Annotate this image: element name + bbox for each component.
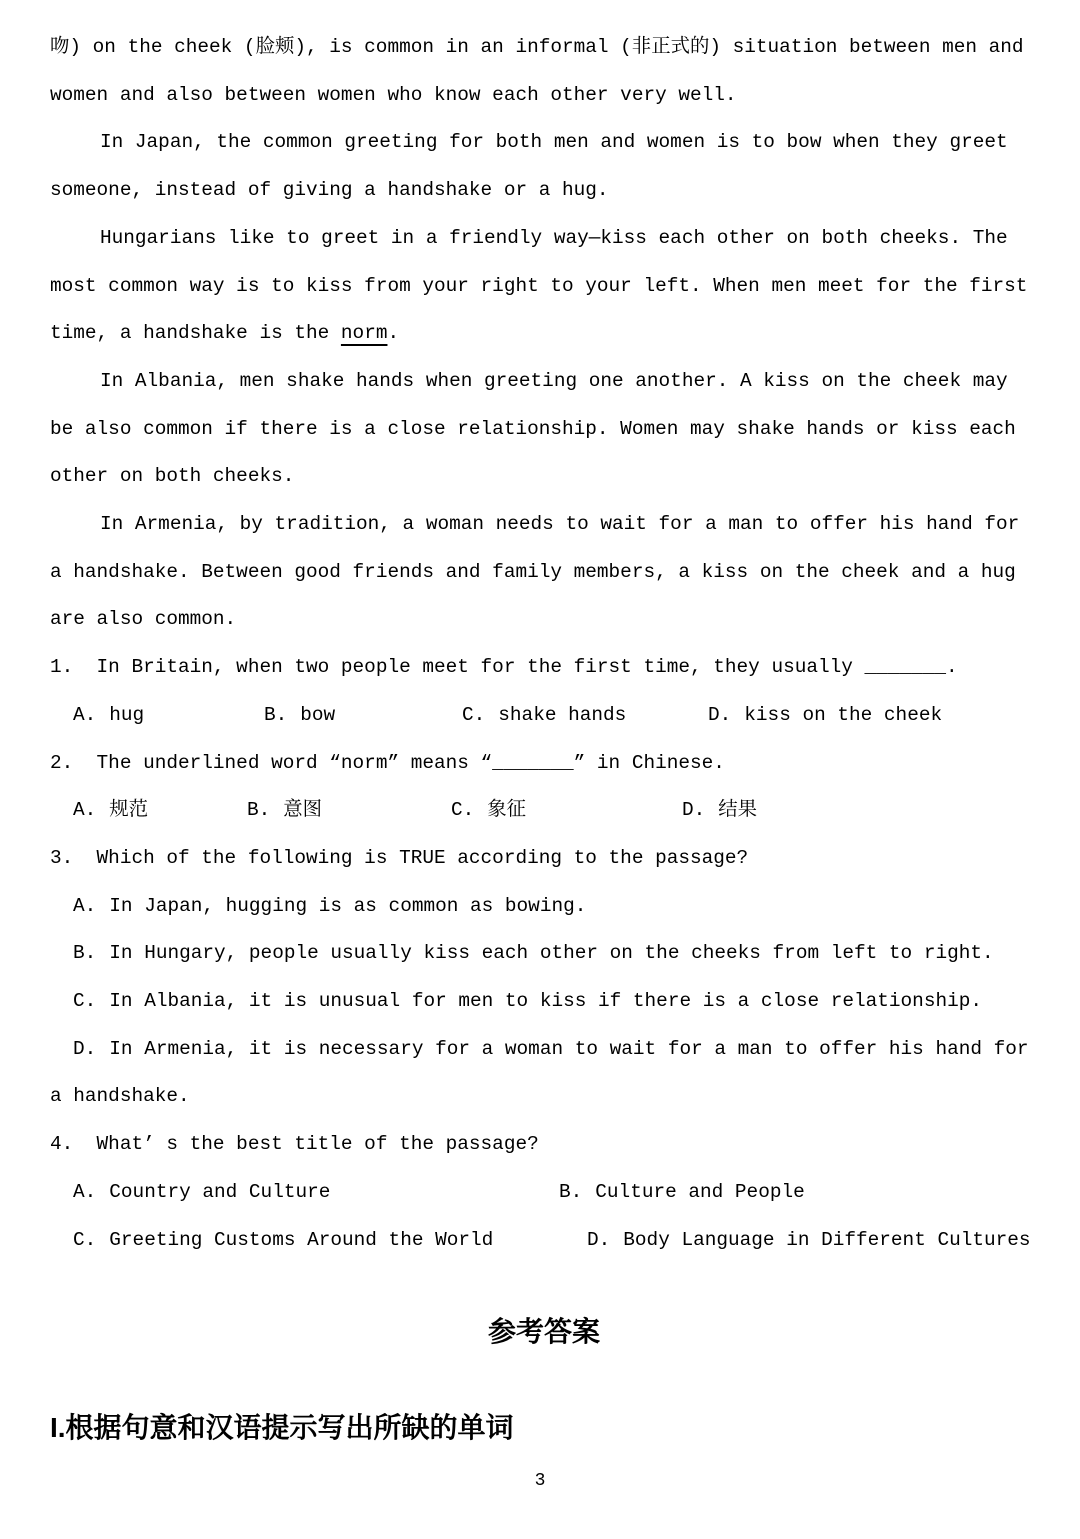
page-content xyxy=(50,24,1041,1448)
options-row xyxy=(50,787,1038,835)
answer-option xyxy=(50,1026,1041,1121)
option-text: In Hungary, people usually kiss each other on the cheeks from left to right. xyxy=(109,942,994,965)
question xyxy=(50,644,1038,739)
question xyxy=(50,740,1038,835)
passage-paragraph xyxy=(50,501,1038,644)
answer-option xyxy=(682,787,757,835)
passage-paragraph xyxy=(50,24,1038,119)
option-text: 规范 xyxy=(109,799,149,822)
option-label: A. xyxy=(73,894,97,917)
passage-paragraph xyxy=(50,215,1038,358)
option-label: D. xyxy=(708,703,732,726)
answer-section-heading: I.根据句意和汉语提示写出所缺的单词 xyxy=(50,1412,514,1444)
option-label: D. xyxy=(682,799,706,822)
option-text: In Japan, hugging is as common as bowing. xyxy=(109,894,587,917)
option-text: 象征 xyxy=(487,799,527,822)
option-text: kiss on the cheek xyxy=(744,703,943,726)
page-number: 3 xyxy=(534,1471,546,1491)
option-text: Culture and People xyxy=(595,1180,805,1203)
paragraph-text: In Armenia, by tradition, a woman needs to wait for a man to offer his hand for a handshake. Between good friends and family members, a kiss on the cheek and a hug are also common. xyxy=(50,513,1031,631)
answer-option xyxy=(264,692,462,740)
option-text: shake hands xyxy=(498,703,627,726)
answer-option xyxy=(587,1217,1031,1265)
option-label: A. xyxy=(73,703,97,726)
passage-paragraph xyxy=(50,358,1038,501)
answer-section-title: 参考答案 xyxy=(487,1316,600,1348)
answer-option xyxy=(50,883,1038,931)
answer-option xyxy=(73,787,247,835)
option-text: 意图 xyxy=(283,799,323,822)
answer-option xyxy=(247,787,451,835)
options-row xyxy=(50,1217,1038,1265)
option-label: D. xyxy=(587,1228,611,1251)
option-text: Greeting Customs Around the World xyxy=(109,1228,494,1251)
question-stem: 3. Which of the following is TRUE according to the passage? xyxy=(50,846,749,869)
option-text: 结果 xyxy=(718,799,758,822)
option-text: Body Language in Different Cultures xyxy=(623,1228,1031,1251)
answer-option xyxy=(73,692,264,740)
questions-section xyxy=(50,644,1041,1264)
answer-option xyxy=(50,930,1038,978)
option-label: C. xyxy=(73,1228,97,1251)
option-text: hug xyxy=(109,703,145,726)
paragraph-text: In Albania, men shake hands when greeting one another. A kiss on the cheek may be also common if there is a close relationship. Women may shake hands or kiss each other on both cheeks. xyxy=(50,369,1028,488)
answer-option xyxy=(462,692,708,740)
paragraph-text: . xyxy=(387,322,400,345)
answer-option xyxy=(73,1169,559,1217)
passage-paragraph xyxy=(50,119,1038,214)
answer-option xyxy=(708,692,942,740)
answer-option xyxy=(451,787,682,835)
options-row xyxy=(50,1169,1038,1217)
option-label: B. xyxy=(559,1180,583,1203)
question-stem: 2. The underlined word “norm” means “_______” in Chinese. xyxy=(50,751,725,774)
option-label: A. xyxy=(73,1180,97,1203)
question-stem: 4. What’ s the best title of the passage? xyxy=(50,1133,539,1156)
answer-option xyxy=(559,1169,805,1217)
question xyxy=(50,1121,1038,1264)
option-label: C. xyxy=(451,799,475,822)
option-label: A. xyxy=(73,799,97,822)
underlined-word: norm xyxy=(340,322,388,345)
option-text: In Albania, it is unusual for men to kiss if there is a close relationship. xyxy=(109,990,983,1013)
option-text: Country and Culture xyxy=(109,1180,331,1203)
paragraph-text: In Japan, the common greeting for both men and women is to bow when they greet someone, instead of giving a handshake or a hug. xyxy=(50,131,1020,202)
option-text: bow xyxy=(300,703,336,726)
option-label: D. xyxy=(73,1037,97,1060)
paragraph-text: Hungarians like to greet in a friendly way—kiss each other on both cheeks. The most common way is to kiss from your right to your left. When men meet for the first time, a handshake is the xyxy=(50,226,1040,345)
option-label: C. xyxy=(462,703,486,726)
reading-passage xyxy=(50,24,1038,644)
options-row xyxy=(50,692,1038,740)
option-label: C. xyxy=(73,990,97,1013)
answer-option xyxy=(50,978,1038,1026)
question xyxy=(50,835,1041,1121)
option-label: B. xyxy=(264,703,288,726)
option-text: In Armenia, it is necessary for a woman to wait for a man to offer his hand for a handshake. xyxy=(50,1037,1041,1108)
answer-option xyxy=(73,1217,587,1265)
option-label: B. xyxy=(247,799,271,822)
option-label: B. xyxy=(73,942,97,965)
question-stem: 1. In Britain, when two people meet for the first time, they usually _______. xyxy=(50,656,958,679)
paragraph-text: 吻) on the cheek (脸颊), is common in an informal (非正式的) situation between men and women and also between women who know each other very well. xyxy=(50,36,1036,106)
